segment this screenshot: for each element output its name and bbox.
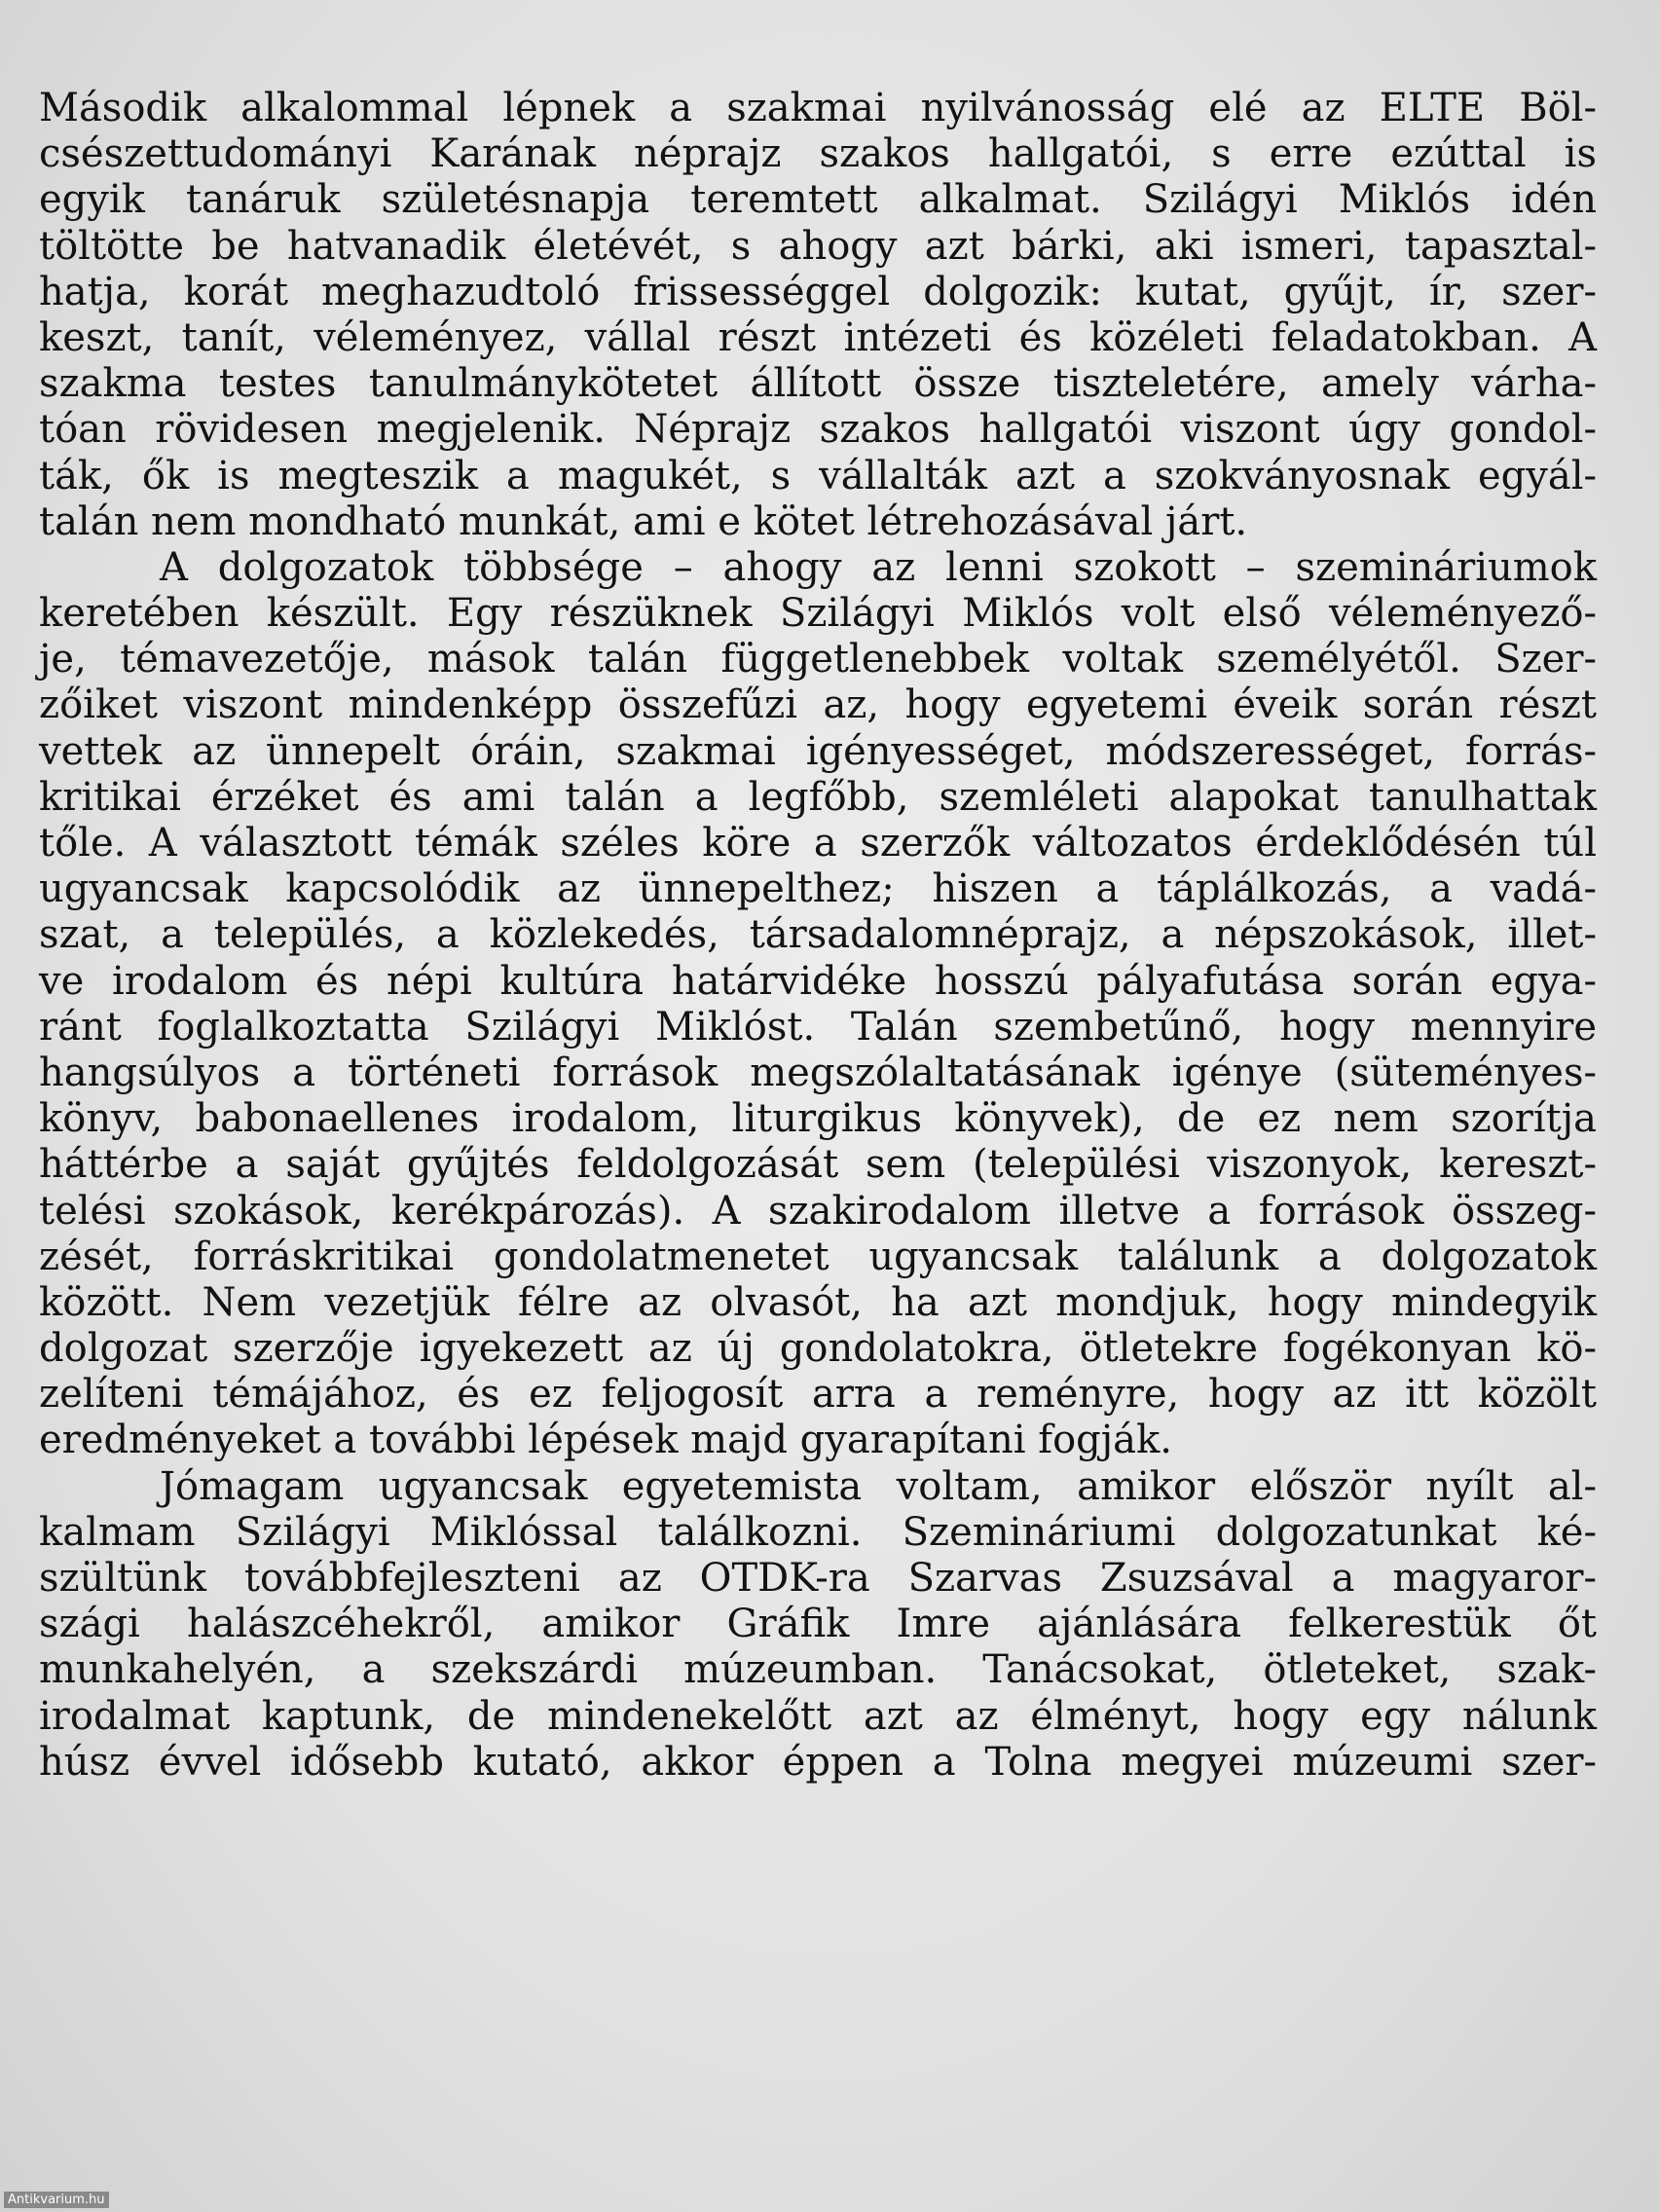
text-line: szültünk továbbfejleszteni az OTDK-ra Szarvas Zsuzsával a magyaror- <box>39 1556 1597 1601</box>
text-line: keszt, tanít, véleményez, vállal részt intézeti és közéleti feladatokban. A <box>39 314 1597 360</box>
text-line: között. Nem vezetjük félre az olvasót, ha azt mondjuk, hogy mindegyik <box>39 1279 1597 1325</box>
watermark: Antikvarium.hu <box>4 2192 109 2208</box>
text-line: telési szokások, kerékpározás). A szakirodalom illetve a források összeg- <box>39 1188 1597 1234</box>
text-line: zőiket viszont mindenképp összefűzi az, hogy egyetemi éveik során részt <box>39 682 1597 728</box>
text-line: hatja, korát meghazudtoló frissességgel dolgozik: kutat, gyűjt, ír, szer- <box>39 269 1597 314</box>
text-line: Második alkalommal lépnek a szakmai nyilvánosság elé az ELTE Böl- <box>39 86 1597 130</box>
text-line: kritikai érzéket és ami talán a legfőbb, szemléleti alapokat tanulhattak <box>39 774 1597 820</box>
text-line: zését, forráskritikai gondolatmenetet ugyancsak találunk a dolgozatok <box>39 1234 1597 1279</box>
text-line: zelíteni témájához, és ez feljogosít arra a reményre, hogy az itt közölt <box>39 1372 1597 1418</box>
text-line: keretében készült. Egy részüknek Szilágyi Miklós volt első véleményező- <box>39 591 1597 637</box>
text-line: irodalmat kaptunk, de mindenekelőtt azt az élményt, hogy egy nálunk <box>39 1693 1597 1739</box>
text-line: je, témavezetője, mások talán függetlenebbek voltak személyétől. Szer- <box>39 637 1597 682</box>
text-line: tőle. A választott témák széles köre a szerzők változatos érdeklődésén túl <box>39 821 1597 866</box>
text-line: egyik tanáruk születésnapja teremtett alkalmat. Szilágyi Miklós idén <box>39 177 1597 223</box>
text-line: kalmam Szilágyi Miklóssal találkozni. Szemináriumi dolgozatunkat ké- <box>39 1509 1597 1555</box>
text-line: eredményeket a további lépések majd gyarapítani fogják. <box>39 1418 1172 1463</box>
text-line: ránt foglalkoztatta Szilágyi Miklóst. Talán szembetűnő, hogy mennyire <box>39 1004 1597 1050</box>
text-line: ve irodalom és népi kultúra határvidéke hosszú pályafutása során egya- <box>39 958 1597 1004</box>
text-line: ugyancsak kapcsolódik az ünnepelthez; hiszen a táplálkozás, a vadá- <box>39 866 1597 912</box>
text-line: csészettudományi Karának néprajz szakos hallgatói, s erre ezúttal is <box>39 131 1597 177</box>
text-line: ták, ők is megteszik a magukét, s vállalták azt a szokványosnak egyál- <box>39 453 1597 498</box>
text-line: könyv, babonaellenes irodalom, liturgikus könyvek), de ez nem szorítja <box>39 1096 1597 1142</box>
text-line: húsz évvel idősebb kutató, akkor éppen a Tolna megyei múzeumi szer- <box>39 1739 1597 1785</box>
text-line: munkahelyén, a szekszárdi múzeumban. Tanácsokat, ötleteket, szak- <box>39 1647 1597 1693</box>
text-line: hangsúlyos a történeti források megszólaltatásának igénye (süteményes- <box>39 1050 1597 1095</box>
text-line: szakma testes tanulmánykötetet állított össze tiszteletére, amely várha- <box>39 361 1597 407</box>
text-line: háttérbe a saját gyűjtés feldolgozását sem (települési viszonyok, kereszt- <box>39 1142 1597 1188</box>
text-line: talán nem mondható munkát, ami e kötet létrehozásával járt. <box>39 498 1248 544</box>
text-line: vettek az ünnepelt óráin, szakmai igényességet, módszerességet, forrás- <box>39 728 1597 774</box>
body-text <box>39 86 1597 1786</box>
text-line: szat, a település, a közlekedés, társadalomnéprajz, a népszokások, illet- <box>39 912 1597 958</box>
text-line: töltötte be hatvanadik életévét, s ahogy azt bárki, aki ismeri, tapasztal- <box>39 223 1597 269</box>
text-line: dolgozat szerzője igyekezett az új gondolatokra, ötletekre fogékonyan kö- <box>39 1326 1597 1372</box>
text-line: Jómagam ugyancsak egyetemista voltam, amikor először nyílt al- <box>160 1463 1597 1509</box>
text-line: szági halászcéhekről, amikor Gráfik Imre ajánlására felkerestük őt <box>39 1602 1597 1647</box>
text-line: tóan rövidesen megjelenik. Néprajz szakos hallgatói viszont úgy gondol- <box>39 407 1597 453</box>
text-line: A dolgozatok többsége – ahogy az lenni szokott – szemináriumok <box>160 544 1597 590</box>
